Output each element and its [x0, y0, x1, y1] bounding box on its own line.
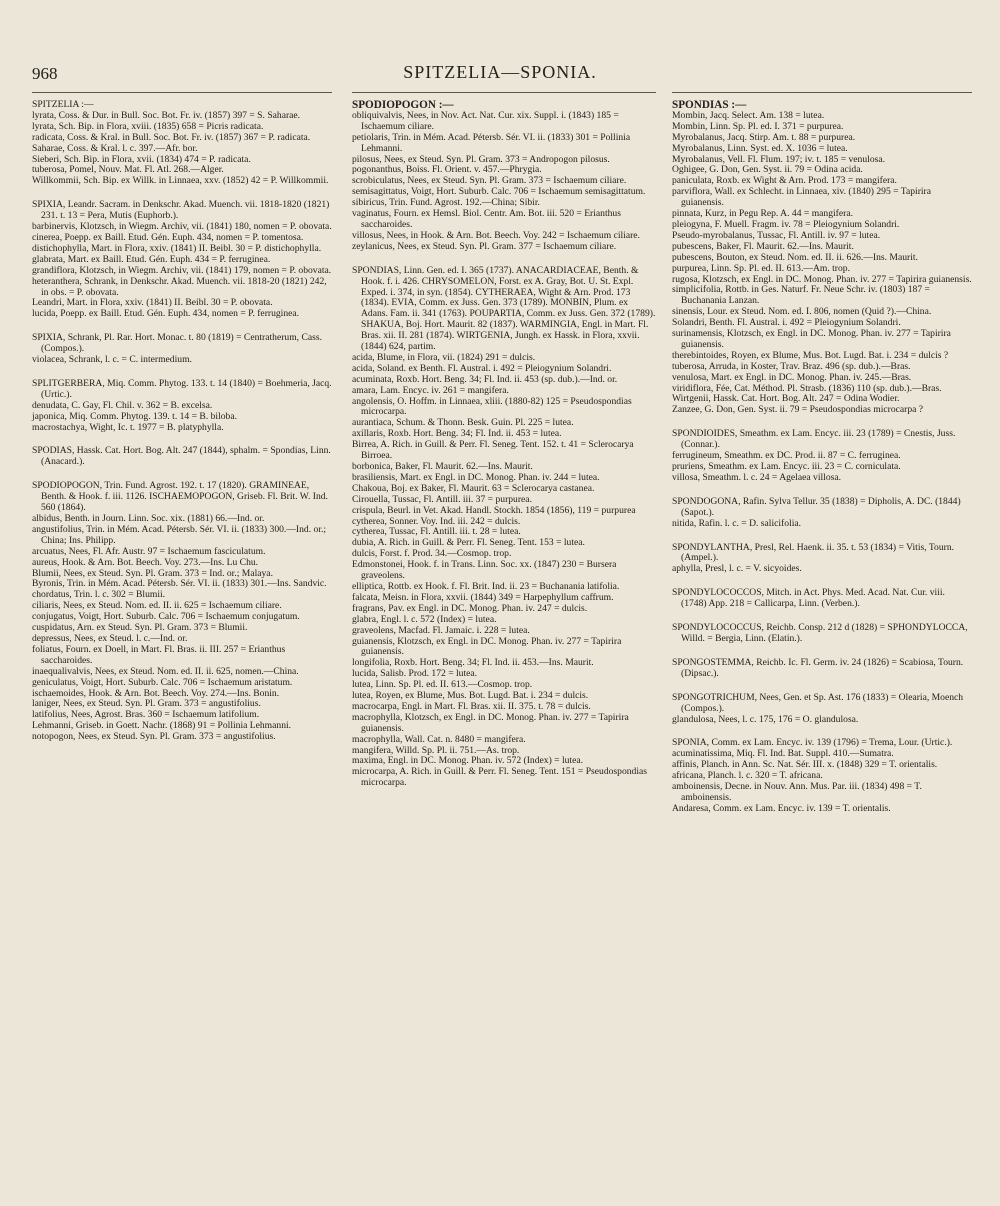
index-entry: SPODIAS, Hassk. Cat. Hort. Bog. Alt. 247 (1844), sphalm. = Spondias, Linn. (Anacard.). — [32, 445, 331, 468]
index-entry: fragrans, Pav. ex Engl. in DC. Monog. Phan. iv. 247 = dulcis. — [352, 602, 588, 614]
index-entry: Cirouella, Tussac, Fl. Antill. iii. 37 = purpurea. — [352, 493, 532, 505]
index-entry: macrocarpa, Engl. in Mart. Fl. Bras. xii. II. 375. t. 78 = dulcis. — [352, 700, 591, 712]
index-entry: falcata, Meisn. in Flora, xxvii. (1844) 349 = Harpephyllum caffrum. — [352, 591, 614, 603]
index-entry: SPONDIOIDES, Smeathm. ex Lam. Encyc. iii. 23 (1789) = Cnestis, Juss. (Connar.). — [672, 428, 956, 451]
index-entry: therebintoides, Royen, ex Blume, Mus. Bot. Lugd. Bat. i. 234 = dulcis ? — [672, 349, 949, 361]
index-entry: pubescens, Bouton, ex Steud. Nom. ed. II. ii. 626.—Ins. Maurit. — [672, 251, 918, 263]
index-entry: angolensis, O. Hoffm. in Linnaea, xliii. (1880-82) 125 = Pseudospondias microcarpa. — [352, 395, 632, 418]
index-entry: Mombin, Linn. Sp. Pl. ed. I. 371 = purpurea. — [672, 120, 844, 132]
index-entry: aureus, Hook. & Arn. Bot. Beech. Voy. 273.—Ins. Lu Chu. — [32, 556, 259, 568]
index-entry: villosus, Nees, in Hook. & Arn. Bot. Beech. Voy. 242 = Ischaemum ciliare. — [352, 229, 640, 241]
index-entry: microcarpa, A. Rich. in Guill. & Perr. Fl. Seneg. Tent. 151 = Pseudospondias microcarpa. — [352, 766, 648, 789]
index-entry: foliatus, Fourn. ex Doell, in Mart. Fl. Bras. ii. III. 257 = Erianthus saccharoides. — [32, 643, 286, 666]
index-entry: geniculatus, Voigt, Hort. Suburb. Calc. 706 = Ischaemum aristatum. — [32, 676, 293, 688]
index-entry: Byronis, Trin. in Mém. Acad. Pétersb. Sér. VI. ii. (1833) 301.—Ins. Sandvic. — [32, 578, 327, 590]
column-continuation-head: SPODIOPOGON :— — [352, 99, 454, 111]
index-entry: macrostachya, Wight, Ic. t. 1977 = B. platyphylla. — [32, 421, 224, 433]
index-entry: angustifolius, Trin. in Mém. Acad. Pétersb. Sér. VI. ii. (1833) 300.—Ind. or.; China; Ins. Philipp. — [32, 523, 327, 546]
index-entry: Edmonstonei, Hook. f. in Trans. Linn. Soc. xx. (1847) 230 = Bursera graveolens. — [352, 559, 617, 582]
index-entry: notopogon, Nees, ex Steud. Syn. Pl. Gram. 373 = angustifolius. — [32, 731, 276, 743]
index-entry: aphylla, Presl, l. c. = V. sicyoides. — [672, 563, 802, 575]
running-head: SPITZELIA—SPONIA. — [403, 62, 597, 82]
index-entry: SPONGOSTEMMA, Reichb. Ic. Fl. Germ. iv. 24 (1826) = Scabiosa, Tourn. (Dipsac.). — [672, 656, 964, 679]
index-entry: glabra, Engl. l. c. 572 (Index) = lutea. — [352, 613, 497, 625]
index-entry: borbonica, Baker, Fl. Maurit. 62.—Ins. Maurit. — [352, 461, 533, 472]
index-entry: SPONDOGONA, Rafin. Sylva Tellur. 35 (1838) = Dipholis, A. DC. (1844) (Sapot.). — [672, 495, 961, 518]
index-entry: Sieberi, Sch. Bip. in Flora, xvii. (1834) 474 = P. radicata. — [32, 153, 251, 165]
index-entry: chordatus, Trin. l. c. 302 = Blumii. — [32, 589, 166, 601]
index-entry: acuminata, Roxb. Hort. Beng. 34; Fl. Ind. ii. 453 (sp. dub.).—Ind. or. — [352, 373, 618, 385]
index-entry: depressus, Nees, ex Steud. l. c.—Ind. or. — [32, 632, 188, 644]
index-entry: maxima, Engl. in DC. Monog. Phan. iv. 572 (Index) = lutea. — [352, 755, 584, 767]
column-rule — [672, 92, 972, 93]
index-entry: violacea, Schrank, l. c. = C. intermedium. — [32, 354, 192, 366]
index-entry: lyrata, Sch. Bip. in Flora, xviii. (1835) 658 = Picris radicata. — [32, 120, 264, 132]
index-entry: SPONDYLOCOCCUS, Reichb. Consp. 212 d (1828) = SPHONDYLOCCA, Willd. = Bergia, Linn. (Elatin.). — [672, 622, 968, 644]
index-entry: parviflora, Wall. ex Schlecht. in Linnaea, xiv. (1840) 295 = Tapirira guianensis. — [672, 186, 932, 209]
index-entry: lucida, Poepp. ex Baill. Etud. Gén. Euph. 434, nomen = P. ferruginea. — [32, 308, 300, 320]
index-entry: SPONIA, Comm. ex Lam. Encyc. iv. 139 (1796) = Trema, Lour. (Urtic.). — [672, 737, 953, 749]
column-left — [32, 100, 332, 743]
index-entry: lucida, Salisb. Prod. 172 = lutea. — [352, 668, 478, 680]
index-entry: radicata, Coss. & Kral. in Bull. Soc. Bot. Fr. iv. (1857) 367 = P. radicata. — [32, 131, 311, 143]
index-entry: macrophylla, Wall. Cat. n. 8480 = mangifera. — [352, 733, 526, 745]
index-entry: Leandri, Mart. in Flora, xxiv. (1841) II. Beibl. 30 = P. obovata. — [32, 297, 273, 309]
index-entry: tuberosa, Arruda, in Koster, Trav. Braz. 496 (sp. dub.).—Bras. — [672, 360, 911, 372]
index-entry: japonica, Miq. Comm. Phytog. 139. t. 14 = B. biloba. — [32, 410, 238, 422]
index-entry: obliquivalvis, Nees, in Nov. Act. Nat. Cur. xix. Suppl. i. (1843) 185 = Ischaemum ciliare. — [352, 109, 619, 132]
index-entry: semisagittatus, Voigt, Hort. Suburb. Calc. 706 = Ischaemum semisagittatum. — [352, 186, 646, 198]
index-entry: SPONDIAS, Linn. Gen. ed. I. 365 (1737). ANACARDIACEAE, Benth. & Hook. f. i. 426. CHRYSOMELON, Forst. ex A. Gray, Bot. U. St. Expl. Exped. i. 374, in syn. (1854). CYTHERAEA, Wight & Arn. Prod. 173 (1834). EVIA, Comm. ex Juss. Gen. 373 (1789). MONBIN, Plum. ex Adans. Fam. ii. 341 (1763). POUPARTIA, Comm. ex Juss. Gen. 372 (1789). SHAKUA, Boj. Hort. Maurit. 82 (1837). WARMINGIA, Engl. in Mart. Fl. Bras. xii. II. 281 (1874). WIRTGENIA, Jungh. ex Hassk. in Flora, xxvii. (1844) 624, partim. — [352, 264, 656, 353]
index-entry: surinamensis, Klotzsch, ex Engl. in DC. Monog. Phan. iv. 277 = Tapirira guianensis. — [672, 328, 951, 350]
index-entry: amboinensis, Decne. in Nouv. Ann. Mus. Par. iii. (1834) 498 = T. amboinensis. — [672, 781, 922, 803]
index-entry: SPONDYLOCOCCOS, Mitch. in Act. Phys. Med. Acad. Nat. Cur. viii. (1748) App. 218 = Callicarpa, Linn. (Verben.). — [672, 587, 945, 610]
index-entry: tuberosa, Pomel, Nouv. Mat. Fl. Atl. 268.—Alger. — [32, 164, 224, 176]
index-entry: amara, Lam. Encyc. iv. 261 = mangifera. — [352, 384, 509, 396]
index-entry: Lehmanni, Griseb. in Goett. Nachr. (1868) 91 = Pollinia Lehmanni. — [32, 720, 292, 732]
index-entry: lyrata, Coss. & Dur. in Bull. Soc. Bot. Fr. iv. (1857) 397 = S. Saharae. — [32, 109, 301, 121]
index-entry: axillaris, Roxb. Hort. Beng. 34; Fl. Ind. ii. 453 = lutea. — [352, 428, 562, 440]
index-entry: Myrobalanus, Vell. Fl. Flum. 197; iv. t. 185 = venulosa. — [672, 153, 886, 165]
index-entry: mangifera, Willd. Sp. Pl. ii. 751.—As. trop. — [352, 744, 520, 756]
index-entry: pogonanthus, Boiss. Fl. Orient. v. 457.—Phrygia. — [352, 164, 542, 176]
index-entry: acuminatissima, Miq. Fl. Ind. Bat. Suppl. 410.—Sumatra. — [672, 748, 894, 760]
index-entry: grandiflora, Klotzsch, in Wiegm. Archiv, vii. (1841) 179, nomen = P. obovata. — [32, 264, 332, 276]
index-entry: ciliaris, Nees, ex Steud. Nom. ed. II. ii. 625 = Ischaemum ciliare. — [32, 600, 282, 612]
index-entry: Oghigee, G. Don, Gen. Syst. ii. 79 = Odina acida. — [672, 164, 863, 176]
index-entry: Birrea, A. Rich. in Guill. & Perr. Fl. Seneg. Tent. 152. t. 41 = Sclerocarya Birroea. — [352, 439, 634, 462]
index-entry: purpurea, Linn. Sp. Pl. ed. II. 613.—Am. trop. — [672, 262, 850, 274]
index-entry: barbinervis, Klotzsch, in Wiegm. Archiv, vii. (1841) 180, nomen = P. obovata. — [32, 221, 332, 233]
column-continuation-head: SPONDIAS :— — [672, 99, 747, 111]
column-rule — [352, 92, 656, 93]
index-entry: SPIXIA, Schrank, Pl. Rar. Hort. Monac. t. 80 (1819) = Centratherum, Cass. (Compos.). — [32, 332, 322, 355]
index-entry: cinerea, Poepp. ex Baill. Etud. Gén. Euph. 434, nomen = P. tomentosa. — [32, 231, 304, 243]
index-entry: Saharae, Coss. & Kral. l. c. 397.—Afr. bor. — [32, 142, 198, 154]
index-entry: Blumii, Nees, ex Steud. Syn. Pl. Gram. 373 = Ind. or.; Malaya. — [32, 567, 273, 579]
index-entry: africana, Planch. l. c. 320 = T. africana. — [672, 770, 823, 782]
index-entry: Andaresa, Comm. ex Lam. Encyc. iv. 139 = T. orientalis. — [672, 802, 891, 814]
index-entry: petiolaris, Trin. in Mém. Acad. Pétersb. Sér. VI. ii. (1833) 301 = Pollinia Lehmanni. — [352, 131, 631, 154]
index-entry: denudata, C. Gay, Fl. Chil. v. 362 = B. excelsa. — [32, 399, 213, 411]
index-entry: pubescens, Baker, Fl. Maurit. 62.—Ins. Maurit. — [672, 240, 854, 252]
index-entry: Willkommii, Sch. Bip. ex Willk. in Linnaea, xxv. (1852) 42 = P. Willkommii. — [32, 175, 329, 187]
index-entry: Myrobalanus, Linn. Syst. ed. X. 1036 = lutea. — [672, 142, 848, 154]
index-entry: elliptica, Rottb. ex Hook. f. Fl. Brit. Ind. ii. 23 = Buchanania latifolia. — [352, 580, 620, 592]
index-entry: glabrata, Mart. ex Baill. Etud. Gén. Euph. 434 = P. ferruginea. — [32, 253, 271, 265]
index-entry: pilosus, Nees, ex Steud. Syn. Pl. Gram. 373 = Andropogon pilosus. — [352, 153, 610, 165]
index-entry: pruriens, Smeathm. ex Lam. Encyc. iii. 23 = C. corniculata. — [672, 461, 901, 472]
index-entry: macrophylla, Klotzsch, ex Engl. in DC. Monog. Phan. iv. 277 = Tapirira guianensis. — [352, 711, 629, 734]
column-middle — [352, 100, 656, 789]
index-entry: affinis, Planch. in Ann. Sc. Nat. Sér. III. x. (1848) 329 = T. orientalis. — [672, 759, 938, 771]
index-entry: paniculata, Roxb. ex Wight & Arn. Prod. 173 = mangifera. — [672, 175, 897, 187]
index-entry: inaequalivalvis, Nees, ex Steud. Nom. ed. II. ii. 625, nomen.—China. — [32, 665, 299, 677]
index-entry: brasiliensis, Mart. ex Engl. in DC. Monog. Phan. iv. 244 = lutea. — [352, 471, 600, 483]
index-entry: SPONGOTRICHUM, Nees, Gen. et Sp. Ast. 176 (1833) = Olearia, Moench (Compos.). — [672, 691, 964, 714]
index-entry: latifolius, Nees, Agrost. Bras. 360 = Ischaemum latifolium. — [32, 709, 260, 721]
index-entry: venulosa, Mart. ex Engl. in DC. Monog. Phan. iv. 245.—Bras. — [672, 371, 912, 383]
index-entry: distichophylla, Mart. in Flora, xxiv. (1841) II. Beibl. 30 = P. distichophylla. — [32, 242, 322, 254]
index-entry: sibiricus, Trin. Fund. Agrost. 192.—China; Sibir. — [352, 197, 540, 209]
index-entry: acida, Blume, in Flora, vii. (1824) 291 = dulcis. — [352, 351, 536, 363]
index-entry: graveolens, Macfad. Fl. Jamaic. i. 228 = lutea. — [352, 624, 530, 636]
index-entry: zeylanicus, Nees, ex Steud. Syn. Pl. Gram. 377 = Ischaemum ciliare. — [352, 240, 617, 252]
index-entry: SPLITGERBERA, Miq. Comm. Phytog. 133. t. 14 (1840) = Boehmeria, Jacq. (Urtic.). — [32, 377, 332, 400]
index-entry: vaginatus, Fourn. ex Hemsl. Biol. Centr. Am. Bot. iii. 520 = Erianthus saccharoides. — [352, 208, 621, 230]
index-entry: heteranthera, Schrank, in Denkschr. Akad. Muench. vii. 1818-20 (1821) 242, in obs. = P. obovata. — [32, 275, 327, 298]
index-entry: acida, Soland. ex Benth. Fl. Austral. i. 492 = Pleiogynium Solandri. — [352, 362, 612, 374]
index-entry: Wirtgenii, Hassk. Cat. Hort. Bog. Alt. 247 = Odina Wodier. — [672, 393, 900, 405]
index-entry: Chakoua, Boj. ex Baker, Fl. Maurit. 63 = Sclerocarya castanea. — [352, 482, 595, 494]
index-entry: viridiflora, Fée, Cat. Méthod. Pl. Strasb. (1836) 110 (sp. dub.).—Bras. — [672, 382, 942, 394]
index-entry: lutea, Royen, ex Blume, Mus. Bot. Lugd. Bat. i. 234 = dulcis. — [352, 690, 589, 702]
index-entry: simplicifolia, Rottb. in Ges. Naturf. Fr. Neue Schr. iv. (1803) 187 = Buchanania Lanzan. — [672, 284, 930, 307]
index-entry: arcuatus, Nees, Fl. Afr. Austr. 97 = Ischaemum fasciculatum. — [32, 545, 266, 557]
index-entry: albidus, Benth. in Journ. Linn. Soc. xix. (1881) 66.—Ind. or. — [32, 513, 265, 524]
index-entry: villosa, Smeathm. l. c. 24 = Agelaea villosa. — [672, 471, 842, 483]
index-entry: ischaemoides, Hook. & Arn. Bot. Beech. Voy. 274.—Ins. Bonin. — [32, 687, 280, 699]
index-entry: cytherea, Sonner. Voy. Ind. iii. 242 = dulcis. — [352, 515, 521, 527]
index-entry: laniger, Nees, ex Steud. Syn. Pl. Gram. 373 = angustifolius. — [32, 698, 261, 710]
index-entry: cuspidatus, Arn. ex Steud. Syn. Pl. Gram. 373 = Blumii. — [32, 622, 248, 634]
index-entry: pinnata, Kurz, in Pegu Rep. A. 44 = mangifera. — [672, 208, 853, 220]
index-entry: nitida, Rafin. l. c. = D. salicifolia. — [672, 517, 802, 529]
index-entry: Zanzee, G. Don, Gen. Syst. ii. 79 = Pseudospondias microcarpa ? — [672, 404, 924, 416]
index-entry: guianensis, Klotzsch, ex Engl. in DC. Monog. Phan. iv. 277 = Tapirira guianensis. — [352, 635, 622, 658]
index-entry: SPIXIA, Leandr. Sacram. in Denkschr. Akad. Muench. vii. 1818-1820 (1821) 231. t. 13 = Pera, Mutis (Euphorb.). — [32, 199, 330, 222]
index-entry: longifolia, Roxb. Hort. Beng. 34; Fl. Ind. ii. 453.—Ins. Maurit. — [352, 657, 594, 669]
index-entry: pleiogyna, F. Muell. Fragm. iv. 78 = Pleiogynium Solandri. — [672, 218, 900, 230]
index-entry: Pseudo-myrobalanus, Tussac, Fl. Antill. iv. 97 = lutea. — [672, 229, 881, 241]
index-entry: ferrugineum, Smeathm. ex DC. Prod. ii. 87 = C. ferruginea. — [672, 450, 901, 462]
index-entry: sinensis, Lour. ex Steud. Nom. ed. I. 806, nomen (Quid ?).—China. — [672, 306, 932, 318]
page-number: 968 — [32, 64, 58, 83]
index-entry: dulcis, Forst. f. Prod. 34.—Cosmop. trop. — [352, 548, 512, 560]
index-entry: crispula, Beurl. in Vet. Akad. Handl. Stockh. 1854 (1856), 119 = purpurea — [352, 504, 636, 516]
column-continuation-head: SPITZELIA :— — [32, 99, 94, 110]
index-entry: scrobiculatus, Nees, ex Steud. Syn. Pl. Gram. 373 = Ischaemum ciliare. — [352, 175, 627, 187]
column-rule — [32, 92, 332, 93]
index-entry: glandulosa, Nees, l. c. 175, 176 = O. glandulosa. — [672, 713, 859, 725]
index-entry: Myrobalanus, Jacq. Stirp. Am. t. 88 = purpurea. — [672, 131, 856, 143]
index-entry: aurantiaca, Schum. & Thonn. Besk. Guin. Pl. 225 = lutea. — [352, 417, 574, 429]
index-entry: lutea, Linn. Sp. Pl. ed. II. 613.—Cosmop. trop. — [352, 679, 533, 691]
index-entry: dubia, A. Rich. in Guill. & Perr. Fl. Seneg. Tent. 153 = lutea. — [352, 537, 585, 549]
index-entry: Solandri, Benth. Fl. Austral. i. 492 = Pleiogynium Solandri. — [672, 317, 901, 329]
index-entry: Mombin, Jacq. Select. Am. 138 = lutea. — [672, 109, 825, 121]
index-entry: SPONDYLANTHA, Presl, Rel. Haenk. ii. 35. t. 53 (1834) = Vitis, Tourn. (Ampel.). — [672, 541, 955, 564]
index-entry: cytherea, Tussac, Fl. Antill. iii. t. 28 = lutea. — [352, 526, 521, 538]
index-entry: conjugatus, Voigt, Hort. Suburb. Calc. 706 = Ischaemum conjugatum. — [32, 611, 300, 623]
column-right — [672, 100, 972, 815]
index-entry: SPODIOPOGON, Trin. Fund. Agrost. 192. t. 17 (1820). GRAMINEAE, Benth. & Hook. f. iii. 1126. ISCHAEMOPOGON, Griseb. Fl. Brit. W. Ind. 560 (1864). — [32, 480, 328, 514]
index-entry: rugosa, Klotzsch, ex Engl. in DC. Monog. Phan. iv. 277 = Tapirira guianensis. — [672, 273, 972, 285]
